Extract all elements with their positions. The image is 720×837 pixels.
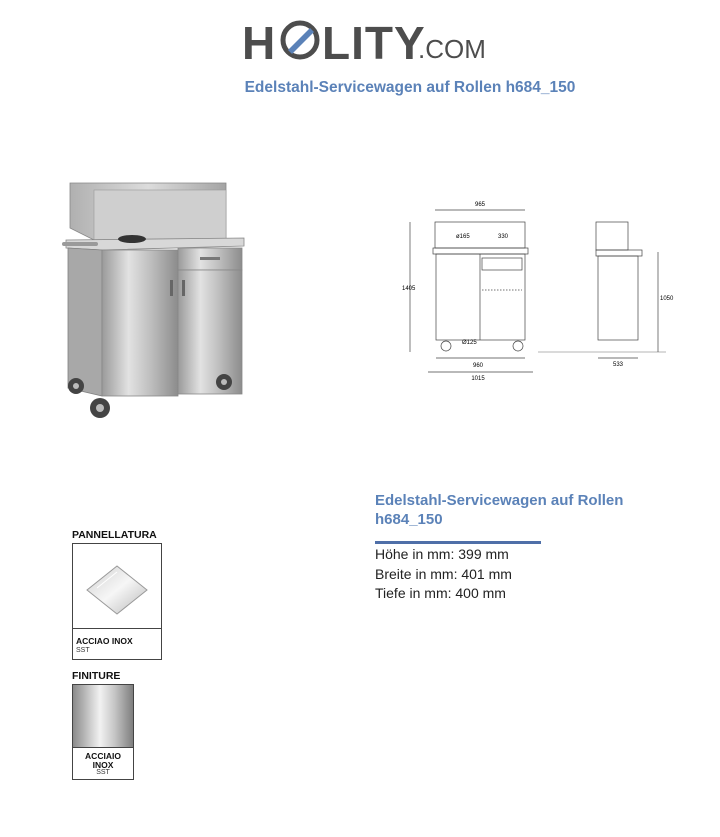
steel-finish-icon (73, 685, 133, 747)
steel-panel-icon (73, 544, 161, 632)
panel-material-code: SST (76, 647, 90, 654)
panel-material-name: ACCIAO INOX (76, 636, 133, 646)
technical-drawing (398, 192, 678, 382)
title-divider (375, 541, 541, 544)
logo-text-lity: LITY (322, 17, 426, 69)
finish-material-name-2: INOX (92, 760, 114, 770)
dim-depth: 533 (612, 362, 624, 368)
dim-total-width: 1015 (471, 376, 485, 382)
finish-swatch (72, 684, 134, 780)
finish-material-code: SST (96, 769, 110, 776)
dim-body-width: 960 (472, 363, 484, 369)
dim-sink-diameter: ø165 (456, 234, 470, 240)
product-photo (58, 170, 258, 430)
site-logo[interactable] (240, 12, 490, 72)
finish-material-name-1: ACCIAIO (85, 751, 121, 761)
product-name: Edelstahl-Servicewagen auf Rollen h684_150 (375, 492, 624, 528)
logo-text-com: .COM (418, 34, 486, 64)
page-title: Edelstahl-Servicewagen auf Rollen h684_150 (244, 79, 576, 96)
panel-swatch (72, 543, 162, 660)
finish-heading: FINITURE (72, 670, 121, 682)
dim-width-top: 965 (474, 202, 486, 208)
spec-width: Breite in mm: 401 mm (375, 566, 512, 582)
logo-o-icon (280, 20, 320, 60)
spec-height: Höhe in mm: 399 mm (375, 546, 509, 562)
dim-worktop-height: 1050 (660, 296, 674, 302)
panel-heading: PANNELLATURA (72, 529, 157, 541)
logo-text-h: H (242, 17, 277, 69)
dim-hood-height: 330 (498, 234, 509, 240)
dim-total-height: 1405 (402, 286, 416, 292)
dim-wheel-diameter: Ø125 (462, 340, 477, 346)
spec-depth: Tiefe in mm: 400 mm (375, 585, 506, 601)
